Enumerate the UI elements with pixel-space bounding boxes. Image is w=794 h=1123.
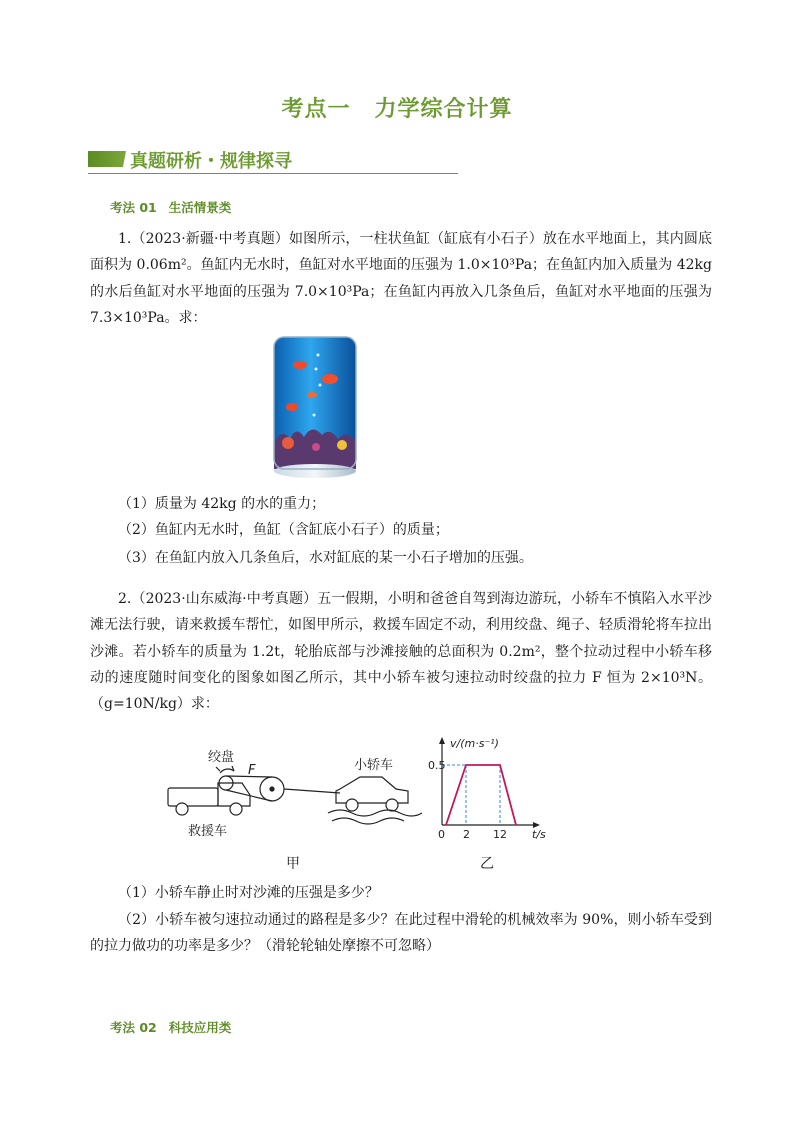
section-code: 考法 01 bbox=[110, 200, 157, 215]
section-name: 科技应用类 bbox=[168, 1020, 232, 1035]
label-winch: 绞盘 bbox=[208, 750, 235, 765]
velocity-time-graph bbox=[428, 733, 568, 843]
x-axis-label: t/s bbox=[532, 828, 546, 841]
question-2-item-2: （2）小轿车被匀速拉动通过的路程是多少？在此过程中滑轮的机械效率为 90%，则小轿车受到的拉力做功的功率是多少？（滑轮轮轴处摩擦不可忽略） bbox=[90, 912, 712, 955]
y-tick-label: 0.5 bbox=[428, 759, 446, 772]
title-part2: 力学综合计算 bbox=[374, 97, 513, 122]
velocity-line bbox=[446, 765, 516, 825]
figure-caption-a: 甲 bbox=[286, 856, 300, 872]
figure-caption-b: 乙 bbox=[480, 856, 494, 872]
question-1-item-2: （2）鱼缸内无水时，鱼缸（含缸底小石子）的质量； bbox=[118, 522, 449, 538]
question-1-item-3: （3）在鱼缸内放入几条鱼后，水对缸底的某一小石子增加的压强。 bbox=[118, 550, 533, 566]
section-name: 生活情景类 bbox=[168, 200, 232, 215]
y-axis-arrow bbox=[439, 737, 445, 744]
label-force: F bbox=[248, 763, 256, 778]
question-2-text: 2.（2023·山东威海·中考真题）五一假期，小明和爸爸自驾到海边游玩，小轿车不慎陷入水平沙滩无法行驶，请来救援车帮忙，如图甲所示，救援车固定不动，利用绞盘、绳子、轻质滑轮将车拉出沙滩。若小轿车的质量为 1.2t，轮胎底部与沙滩接触的总面积为 0.2m²，整个拉动过程中小轿车移动的速度随时间变化的图象如图乙所示，其中小轿车被匀速拉动时绞盘的拉力 F 恒为 2×10³N。（g=10N/kg）求： bbox=[90, 591, 712, 713]
x-tick-12: 12 bbox=[493, 828, 507, 841]
banner-heading: 真题研析・规律探寻 bbox=[130, 151, 292, 172]
question-1-item-1: （1）质量为 42kg 的水的重力； bbox=[118, 496, 326, 512]
section-heading-01 bbox=[110, 198, 231, 216]
label-rescue-vehicle: 救援车 bbox=[188, 824, 228, 839]
question-1-text: 1.（2023·新疆·中考真题）如图所示，一柱状鱼缸（缸底有小石子）放在水平地面上，其内圆底面积为 0.06m²。鱼缸内无水时，鱼缸对水平地面的压强为 1.0×10³Pa；在鱼缸内加入质量为 42kg 的水后鱼缸对水平地面的压强为 7.0×10³Pa；在鱼缸内再放入几条鱼后，鱼缸对水平地面的压强为 7.3×10³Pa。求： bbox=[90, 231, 712, 326]
title-part1: 考点一 bbox=[281, 97, 351, 122]
y-axis-label: v/(m·s⁻¹) bbox=[450, 737, 499, 750]
label-car: 小轿车 bbox=[354, 758, 394, 773]
x-tick-2: 2 bbox=[463, 828, 470, 841]
page-title bbox=[0, 92, 794, 123]
banner-bar bbox=[88, 151, 126, 167]
x-tick-0: 0 bbox=[438, 828, 445, 841]
section-code: 考法 02 bbox=[110, 1020, 157, 1035]
section-heading-02 bbox=[110, 1018, 231, 1036]
banner-underline bbox=[88, 173, 458, 174]
question-2-item-1: （1）小轿车静止时对沙滩的压强是多少？ bbox=[118, 885, 379, 901]
aquarium-image bbox=[272, 335, 358, 479]
